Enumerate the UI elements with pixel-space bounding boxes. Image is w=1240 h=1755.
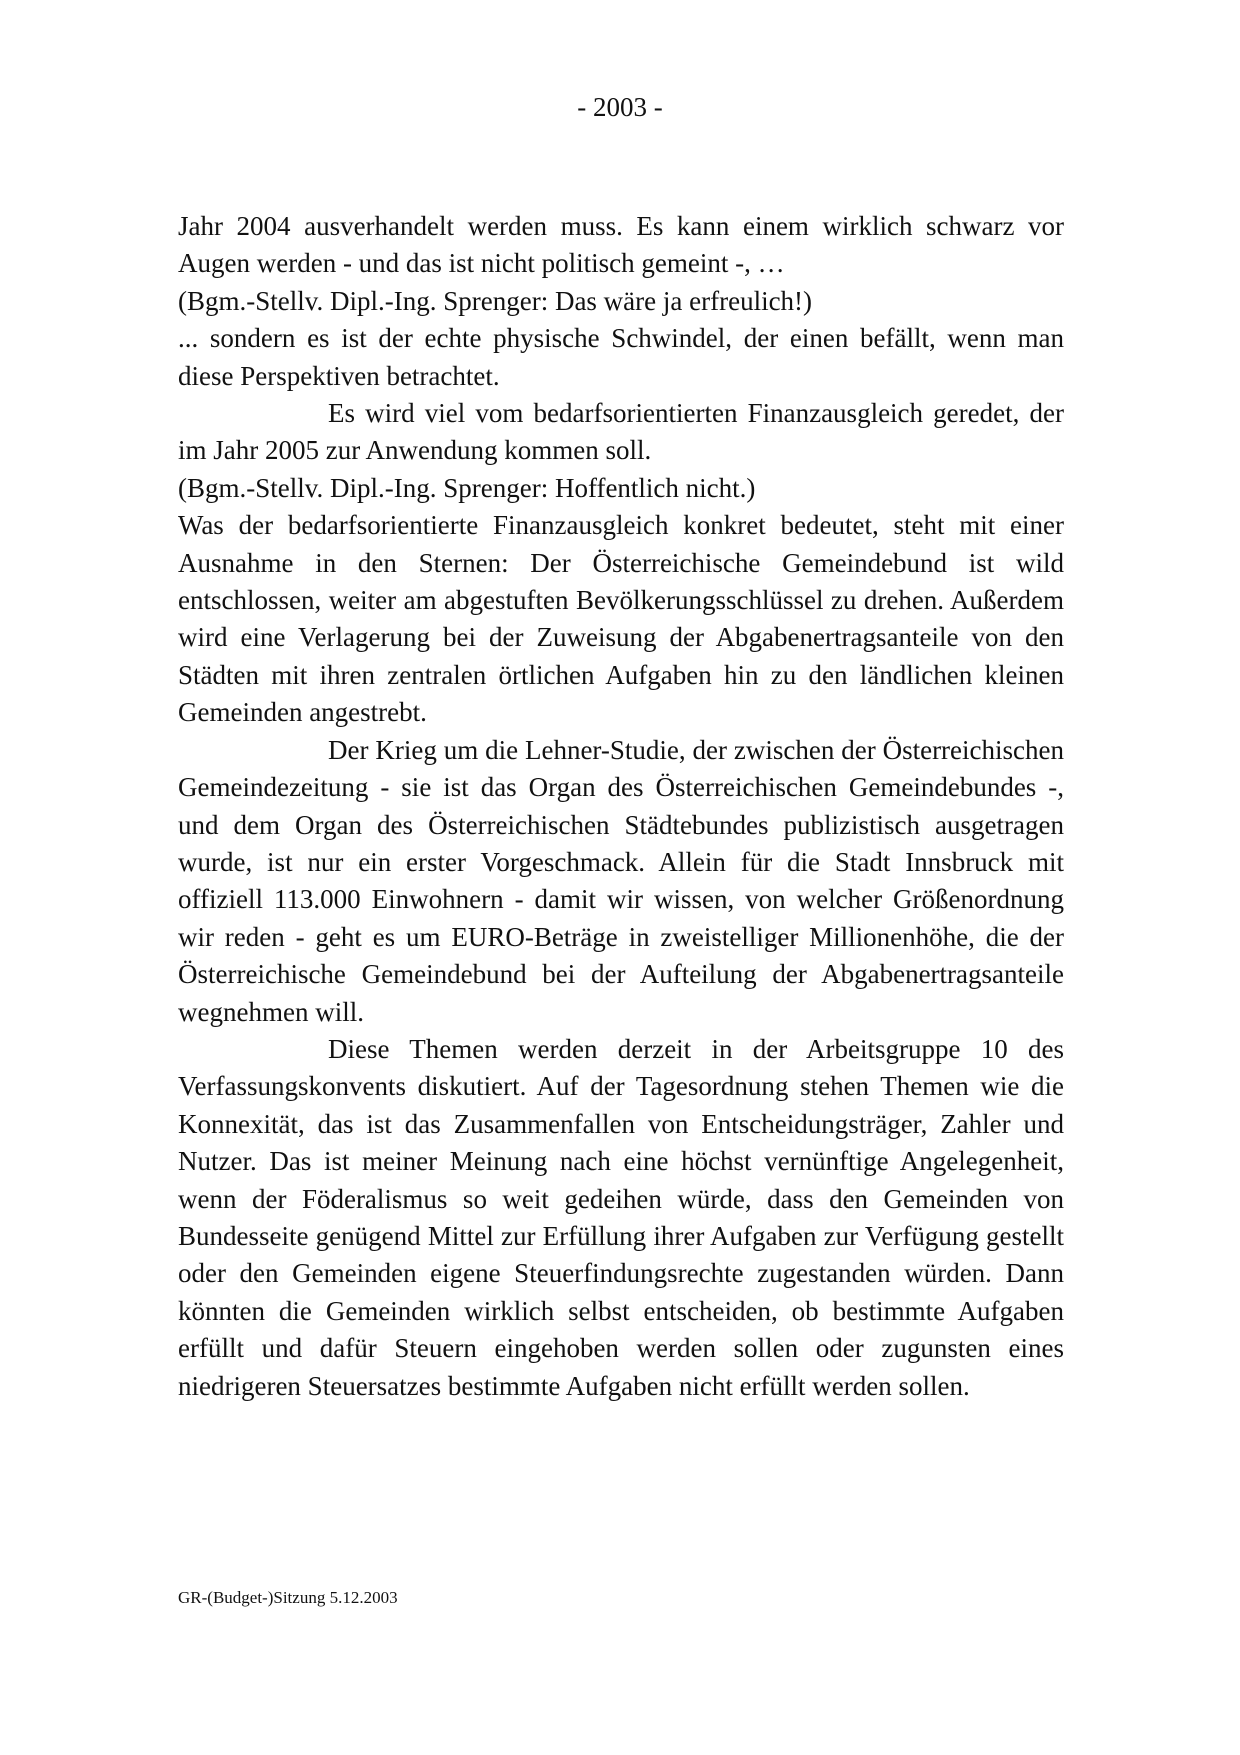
paragraph-indented: Es wird viel vom bedarfsorientierten Finanzausgleich geredet, der im Jahr 2005 zur Anwendung kommen soll. [178,398,1064,466]
page-number: - 2003 - [577,92,663,122]
paragraph-continuation: Jahr 2004 ausverhandelt werden muss. Es kann einem wirklich schwarz vor Augen werden - und das ist nicht politisch gemeint -, … [178,211,1064,279]
footer-session-label: GR-(Budget-)Sitzung 5.12.2003 [178,1588,398,1607]
paragraph-indented: Der Krieg um die Lehner-Studie, der zwischen der Österreichischen Gemeindezeitung - sie ist das Organ des Österreichischen Gemeindebundes -, und dem Organ des Österreichischen Städtebundes publizistisch ausgetragen wurde, ist nur ein erster Vorgeschmack. Allein für die Stadt Innsbruck mit offiziell 113.000 Einwohnern - damit wir wissen, von welcher Größenordnung wir reden - geht es um EURO-Beträge in zweistelliger Millionenhöhe, die der Österreichische Gemeindebund bei der Aufteilung der Abgabenertragsanteile wegnehmen will. [178,734,1064,1027]
interjection: (Bgm.-Stellv. Dipl.-Ing. Sprenger: Das wäre ja erfreulich!) [178,285,813,316]
paragraph-indented: Diese Themen werden derzeit in der Arbeitsgruppe 10 des Verfassungskonvents diskutiert. Auf der Tagesordnung stehen Themen wie die Konnexität, das ist das Zusammenfallen von Entscheidungsträger, Zahler und Nutzer. Das ist meiner Meinung nach eine höchst vernünftige Angelegenheit, wenn der Föderalismus so weit gedeihen würde, dass den Gemeinden von Bundesseite genügend Mittel zur Erfüllung ihrer Aufgaben zur Verfügung gestellt oder den Gemeinden eigene Steuerfindungsrechte zugestanden würden. Dann könnten die Gemeinden wirklich selbst entscheiden, ob bestimmte Aufgaben erfüllt und dafür Steuern eingehoben werden sollen oder zugunsten eines niedrigeren Steuersatzes bestimmte Aufgaben nicht erfüllt werden sollen. [178,1033,1064,1401]
document-body [178,208,1064,1405]
interjection: (Bgm.-Stellv. Dipl.-Ing. Sprenger: Hoffentlich nicht.) [178,472,756,503]
paragraph: ... sondern es ist der echte physische Schwindel, der einen befällt, wenn man diese Perspektiven betrachtet. [178,323,1064,391]
paragraph: Was der bedarfsorientierte Finanzausgleich konkret bedeutet, steht mit einer Ausnahme in den Sternen: Der Österreichische Gemeindebund ist wild entschlossen, weiter am abgestuften Bevölkerungsschlüssel zu drehen. Außerdem wird eine Verlagerung bei der Zuweisung der Abgabenertragsanteile von den Städten mit ihren zentralen örtlichen Aufgaben hin zu den ländlichen kleinen Gemeinden angestrebt. [178,510,1064,728]
